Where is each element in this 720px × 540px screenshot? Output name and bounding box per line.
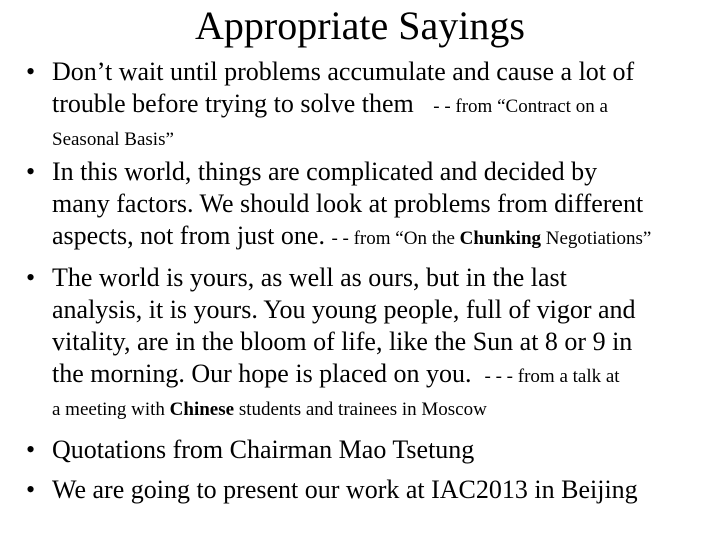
quote-text-line: Don’t wait until problems accumulate and cause a lot of — [52, 57, 635, 86]
quote-text-line: The world is yours, as well as ours, but in the last — [52, 263, 567, 292]
quote-source: Seasonal Basis” — [52, 129, 174, 150]
quote-item-2 — [26, 156, 720, 252]
quote-source-suffix: Negotiations” — [541, 228, 652, 249]
quote-source-emphasis: Chunking — [459, 228, 542, 249]
bullet-icon: • — [26, 435, 36, 464]
quote-source-suffix: students and trainees in Moscow — [234, 399, 487, 420]
quote-item-1 — [26, 56, 720, 156]
quote-item-4 — [26, 434, 720, 466]
quote-text: the morning. Our hope is placed on you. — [52, 359, 472, 388]
quote-item-3 — [26, 262, 720, 426]
bullet-icon: • — [26, 263, 36, 292]
quote-source — [331, 228, 651, 249]
quote-text-line — [52, 88, 720, 120]
quote-text: aspects, not from just one. — [52, 221, 325, 250]
quote-text-line — [52, 220, 720, 252]
quote-text-line: analysis, it is yours. You young people, full of vigor and — [52, 295, 636, 324]
quote-source: - - from “Contract on a — [433, 96, 608, 117]
quote-item-5 — [26, 474, 720, 506]
bullet-icon: • — [26, 475, 36, 504]
quote-text-line: Quotations from Chairman Mao Tsetung — [52, 435, 475, 464]
quote-text-line: In this world, things are complicated and decided by — [52, 157, 598, 186]
bullet-icon: • — [26, 57, 36, 86]
quote-text-line — [52, 358, 720, 390]
quote-source: - - - from a talk at — [484, 366, 620, 387]
quote-text-line: vitality, are in the bloom of life, like the Sun at 8 or 9 in — [52, 327, 633, 356]
quote-text-line: We are going to present our work at IAC2013 in Beijing — [52, 475, 638, 504]
quote-source — [52, 390, 720, 426]
quote-source-emphasis: Chinese — [169, 399, 235, 420]
quote-source-prefix: a meeting with — [52, 399, 170, 420]
quote-text-line: many factors. We should look at problems from different — [52, 189, 644, 218]
quote-source-prefix: - - from “On the — [331, 228, 460, 249]
quote-text: trouble before trying to solve them — [52, 89, 414, 118]
bullet-icon: • — [26, 157, 36, 186]
slide-title: Appropriate Sayings — [195, 3, 525, 48]
